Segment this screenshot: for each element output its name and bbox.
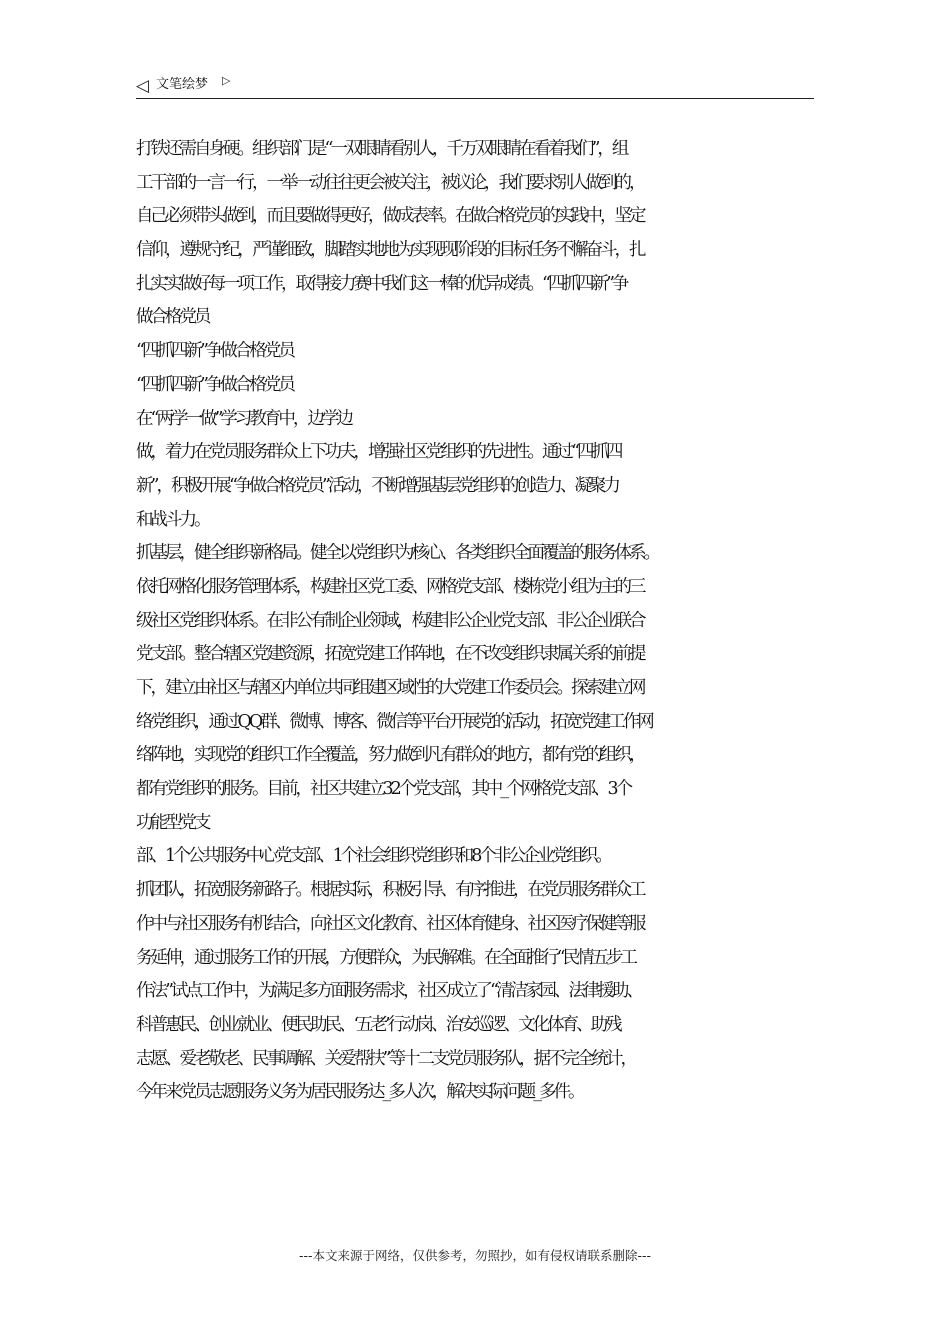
text-line: 都有党组织的服务。目前，社区共建立32个党支部，其中_个网格党支部、3个 [136,779,631,800]
text-line: 今年来党员志愿服务义务为居民服务达_多人次，解决实际问题_多件。 [136,1082,583,1103]
text-line: 和战斗力。 [136,509,209,530]
text-line: 络党组织，通过QQ群、微博、博客、微信等平台开展党的活动，拓宽党建工作网 [136,711,652,732]
text-line: 做合格党员 [136,307,209,328]
text-line: 下，建立由社区与辖区内单位共同组建区域性的大党建工作委员会。探索建立网 [136,678,644,698]
right-triangle-icon: ▷ [222,74,231,87]
text-line: 新”，积极开展“争做合格党员”活动，不断增强基层党组织的创造力、凝聚力 [136,475,618,496]
text-line: 作中与社区服务有机结合，向社区文化教育、社区体育健身、社区医疗保健等服 [136,913,644,934]
text-line: 工干部的一言一行，一举一动往往更会被关注，被议论，我们要求别人做到的， [136,172,644,193]
text-line: “四抓四新”争做合格党员 [136,374,293,395]
document-body [136,133,826,1110]
text-line: 抓团队，拓宽服务新路子。根据实际，积极引导、有序推进，在党员服务群众工 [136,880,644,901]
text-line: 抓基层，健全组织新格局。健全以党组织为核心、各类组织全面覆盖的服务体系。 [136,543,658,564]
footer-disclaimer: ---本文来源于网络，仅供参考，勿照抄，如有侵权请联系删除--- [298,1248,652,1263]
text-line: 络阵地，实现党的组织工作全覆盖，努力做到凡有群众的地方，都有党的组织， [136,745,644,766]
text-line: 做，着力在党员服务群众上下功夫，增强社区党组织的先进性。通过“四抓四 [136,442,621,463]
text-line: 作法”试点工作中，为满足多方面服务需求，社区成立了“清洁家园、法律援助、 [136,981,641,1002]
text-line: 志愿、爱老敬老、民事调解、关爱帮扶”等十二支党员服务队，据不完全统计， [136,1048,635,1069]
text-line: 信仰，遵规守纪，严谨细致，脚踏实地地为实现现阶段的目标任务不懈奋斗，扎 [136,240,644,261]
text-line: 打铁还需自身硬。组织部门是“一双眼睛看别人，千万双眼睛在看着我们”，组 [136,139,627,159]
text-line: 级社区党组织体系。在非公有制企业领域，构建非公企业党支部、非公企业联合 [136,610,644,631]
text-line: “四抓四新”争做合格党员 [136,341,293,362]
text-line: 党支部。整合辖区党建资源，拓宽党建工作阵地，在不改变组织隶属关系的前提 [136,644,644,665]
text-line: 科普惠民、创业就业、便民助民、‘五老’行动岗、治安巡逻、文化体育、助残 [136,1014,620,1035]
text-line: 功能型党支 [136,812,209,833]
left-triangle-icon: ◁ [136,76,150,96]
text-line: 扎实实做好每一项工作，取得接力赛中我们这一棒的优异成绩。“四抓四新”争 [136,273,627,294]
text-line: 自己必须带头做到，而且要做得更好，做成表率。在做合格党员的实践中，坚定 [136,206,644,227]
header-title: 文笔绘梦 [156,77,209,92]
page-header [136,74,814,99]
text-line: 务延伸，通过服务工作的开展，方便群众，为民解难。在全面推行“民情五步工 [136,947,635,968]
text-line: 在“两学一做”学习教育中，边学边 [136,408,351,429]
text-line: 依托网格化服务管理体系，构建社区党工委、网格党支部、楼栋党小组为主的三 [136,576,644,597]
text-line: 部、1个公共服务中心党支部、1个社会组织党组织和8个非公企业党组织。 [136,846,610,867]
